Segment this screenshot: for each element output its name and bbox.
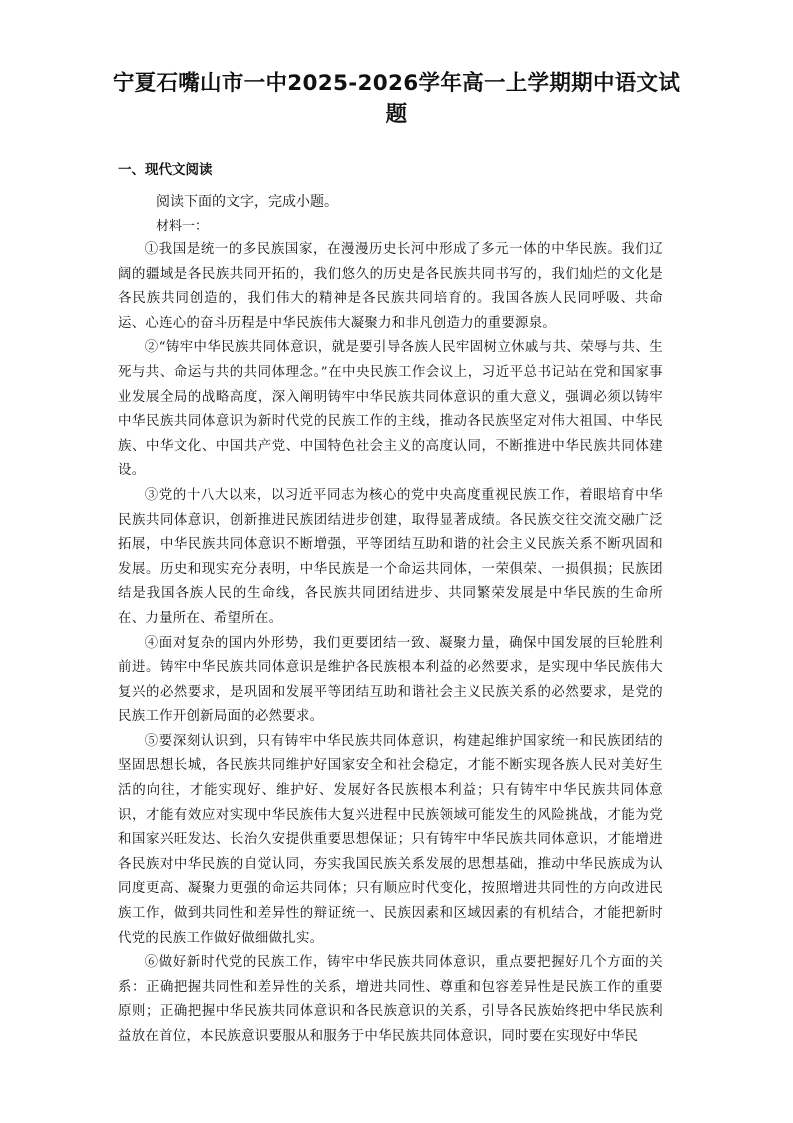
paragraph-1: ①我国是统一的多民族国家，在漫漫历史长河中形成了多元一体的中华民族。我们辽阔的疆域是各民族共同开拓的，我们悠久的历史是各民族共同书写的，我们灿烂的文化是各民族共同创造的，我们伟大的精神是各民族共同培育的。我国各族人民同呼吸、共命运、心连心的奋斗历程是中华民族伟大凝聚力和非凡创造力的重要源泉。: [118, 242, 663, 331]
material-label: 材料一：: [156, 219, 209, 234]
paragraph-4: ④面对复杂的国内外形势，我们更要团结一致、凝聚力量，确保中国发展的巨轮胜利前进。铸牢中华民族共同体意识是维护各民族根本利益的必然要求，是实现中华民族伟大复兴的必然要求，是巩固和发展平等团结互助和谐社会主义民族关系的必然要求，是党的民族工作开创新局面的必然要求。: [118, 635, 663, 725]
paragraph-6: ⑥做好新时代党的民族工作，铸牢中华民族共同体意识，重点要把握好几个方面的关系：正确把握共同性和差异性的关系，增进共同性、尊重和包容差异性是民族工作的重要原则；正确把握中华民族共同体意识和各民族意识的关系，引导各民族始终把中华民族利益放在首位，本民族意识要服从和服务于中华民族共同体意识，同时要在实现好中华民: [118, 955, 663, 1044]
section-heading: 一、现代文阅读: [118, 162, 213, 178]
paragraph-3: ③党的十八大以来，以习近平同志为核心的党中央高度重视民族工作，着眼培育中华民族共同体意识，创新推进民族团结进步创建，取得显著成绩。各民族交往交流交融广泛拓展，中华民族共同体意识不断增强，平等团结互助和谐的社会主义民族关系不断巩固和发展。历史和现实充分表明，中华民族是一个命运共同体，一荣俱荣、一损俱损；民族团结是我国各族人民的生命线，各民族共同团结进步、共同繁荣发展是中华民族的生命所在、力量所在、希望所在。: [118, 487, 663, 626]
document-title: 宁夏石嘴山市一中2025-2026学年高一上学期期中语文试题: [112, 71, 681, 127]
reading-instruction: 阅读下面的文字，完成小题。: [156, 194, 338, 210]
passage-body: [118, 238, 663, 1050]
paragraph-5: ⑤要深刻认识到，只有铸牢中华民族共同体意识，构建起维护国家统一和民族团结的坚固思想长城，各民族共同维护好国家安全和社会稳定，才能不断实现各族人民对美好生活的向往，才能实现好、维护好、发展好各民族根本利益；只有铸牢中华民族共同体意识，才能有效应对实现中华民族伟大复兴进程中民族领域可能发生的风险挑战，才能为党和国家兴旺发达、长治久安提供重要思想保证；只有铸牢中华民族共同体意识，才能增进各民族对中华民族的自觉认同，夯实我国民族关系发展的思想基础，推动中华民族成为认同度更高、凝聚力更强的命运共同体；只有顺应时代变化，按照增进共同性的方向改进民族工作，做到共同性和差异性的辩证统一、民族因素和区域因素的有机结合，才能把新时代党的民族工作做好做细做扎实。: [118, 733, 663, 946]
paragraph-2: ②“铸牢中华民族共同体意识，就是要引导各族人民牢固树立休戚与共、荣辱与共、生死与共、命运与共的共同体理念。”在中央民族工作会议上，习近平总书记站在党和国家事业发展全局的战略高度，深入阐明铸牢中华民族共同体意识的重大意义，强调必须以铸牢中华民族共同体意识为新时代党的民族工作的主线，推动各民族坚定对伟大祖国、中华民族、中华文化、中国共产党、中国特色社会主义的高度认同，不断推进中华民族共同体建设。: [118, 340, 663, 479]
